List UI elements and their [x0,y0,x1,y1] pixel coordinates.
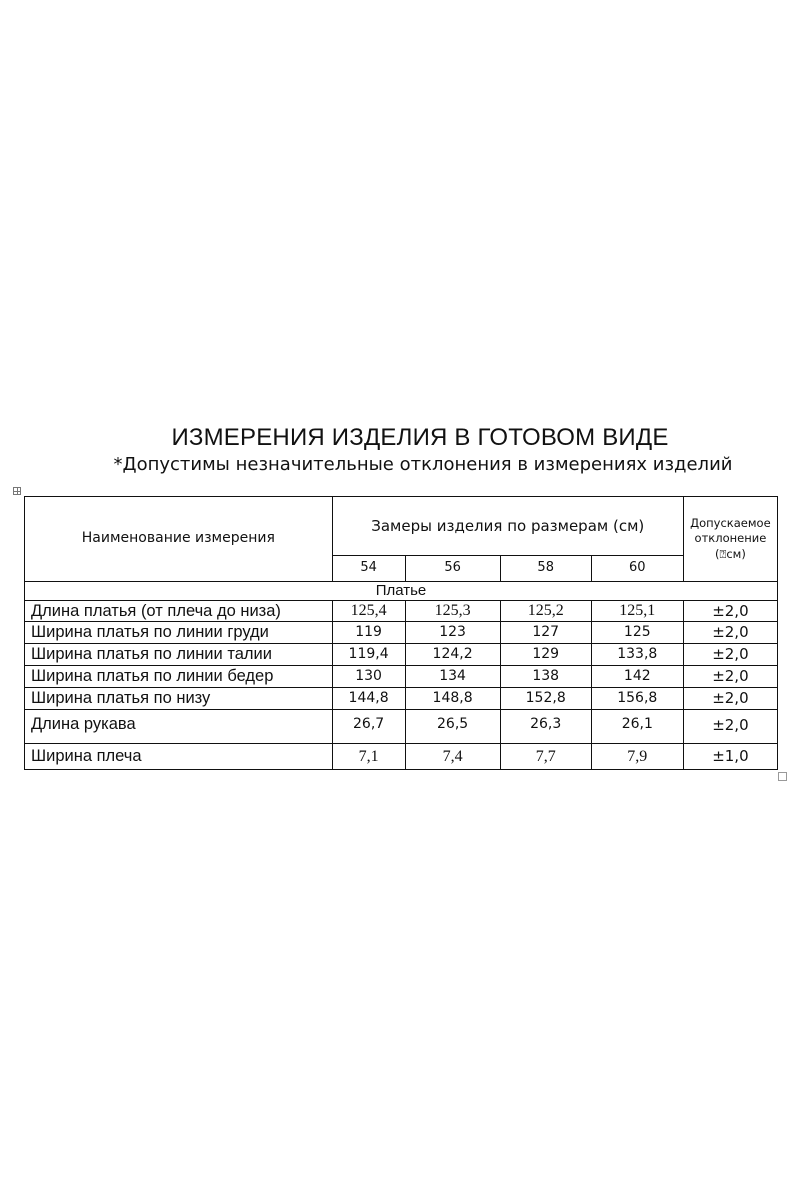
row-value: 125,3 [405,601,500,622]
table-resize-handle-icon[interactable] [778,772,787,781]
row-value: 7,9 [591,744,683,770]
table-row [25,644,778,666]
row-value: 26,7 [332,710,405,744]
size-56: 56 [405,556,500,582]
table-header-row [25,497,778,556]
table-row [25,666,778,688]
row-value: 129 [500,644,591,666]
row-tolerance: ±2,0 [683,688,777,710]
size-54: 54 [332,556,405,582]
header-measurement-name: Наименование измерения [25,497,333,582]
header-tolerance: Допускаемое отклонение (⍰см) [683,497,777,582]
size-60: 60 [591,556,683,582]
row-value: 148,8 [405,688,500,710]
row-value: 125,2 [500,601,591,622]
row-value: 26,5 [405,710,500,744]
row-value: 124,2 [405,644,500,666]
row-label: Ширина плеча [25,744,333,770]
section-row [25,582,778,601]
row-label: Ширина платья по линии бедер [25,666,333,688]
row-value: 119 [332,622,405,644]
row-value: 26,1 [591,710,683,744]
table-row [25,622,778,644]
row-tolerance: ±2,0 [683,601,777,622]
row-value: 26,3 [500,710,591,744]
row-value: 156,8 [591,688,683,710]
row-value: 130 [332,666,405,688]
row-value: 7,1 [332,744,405,770]
row-value: 134 [405,666,500,688]
row-value: 125,1 [591,601,683,622]
page-title: ИЗМЕРЕНИЯ ИЗДЕЛИЯ В ГОТОВОМ ВИДЕ [171,424,669,451]
table-row [25,601,778,622]
row-tolerance: ±1,0 [683,744,777,770]
row-tolerance: ±2,0 [683,622,777,644]
page-subtitle: *Допустимы незначительные отклонения в измерениях изделий [113,454,733,475]
row-label: Длина рукава [25,710,333,744]
row-value: 7,4 [405,744,500,770]
row-value: 123 [405,622,500,644]
row-tolerance: ±2,0 [683,710,777,744]
row-value: 125,4 [332,601,405,622]
table-row [25,688,778,710]
row-label: Ширина платья по линии груди [25,622,333,644]
row-value: 127 [500,622,591,644]
table-row [25,710,778,744]
header-sizes: Замеры изделия по размерам (см) [332,497,683,556]
row-value: 142 [591,666,683,688]
measurements-table [24,496,778,770]
row-tolerance: ±2,0 [683,666,777,688]
row-value: 133,8 [591,644,683,666]
row-value: 7,7 [500,744,591,770]
size-58: 58 [500,556,591,582]
table-move-handle-icon[interactable] [13,487,21,495]
row-value: 138 [500,666,591,688]
row-tolerance: ±2,0 [683,644,777,666]
row-label: Ширина платья по линии талии [25,644,333,666]
row-value: 125 [591,622,683,644]
table-row [25,744,778,770]
row-value: 119,4 [332,644,405,666]
row-value: 144,8 [332,688,405,710]
row-value: 152,8 [500,688,591,710]
section-dress: Платье [25,582,778,601]
row-label: Ширина платья по низу [25,688,333,710]
row-label: Длина платья (от плеча до низа) [25,601,333,622]
